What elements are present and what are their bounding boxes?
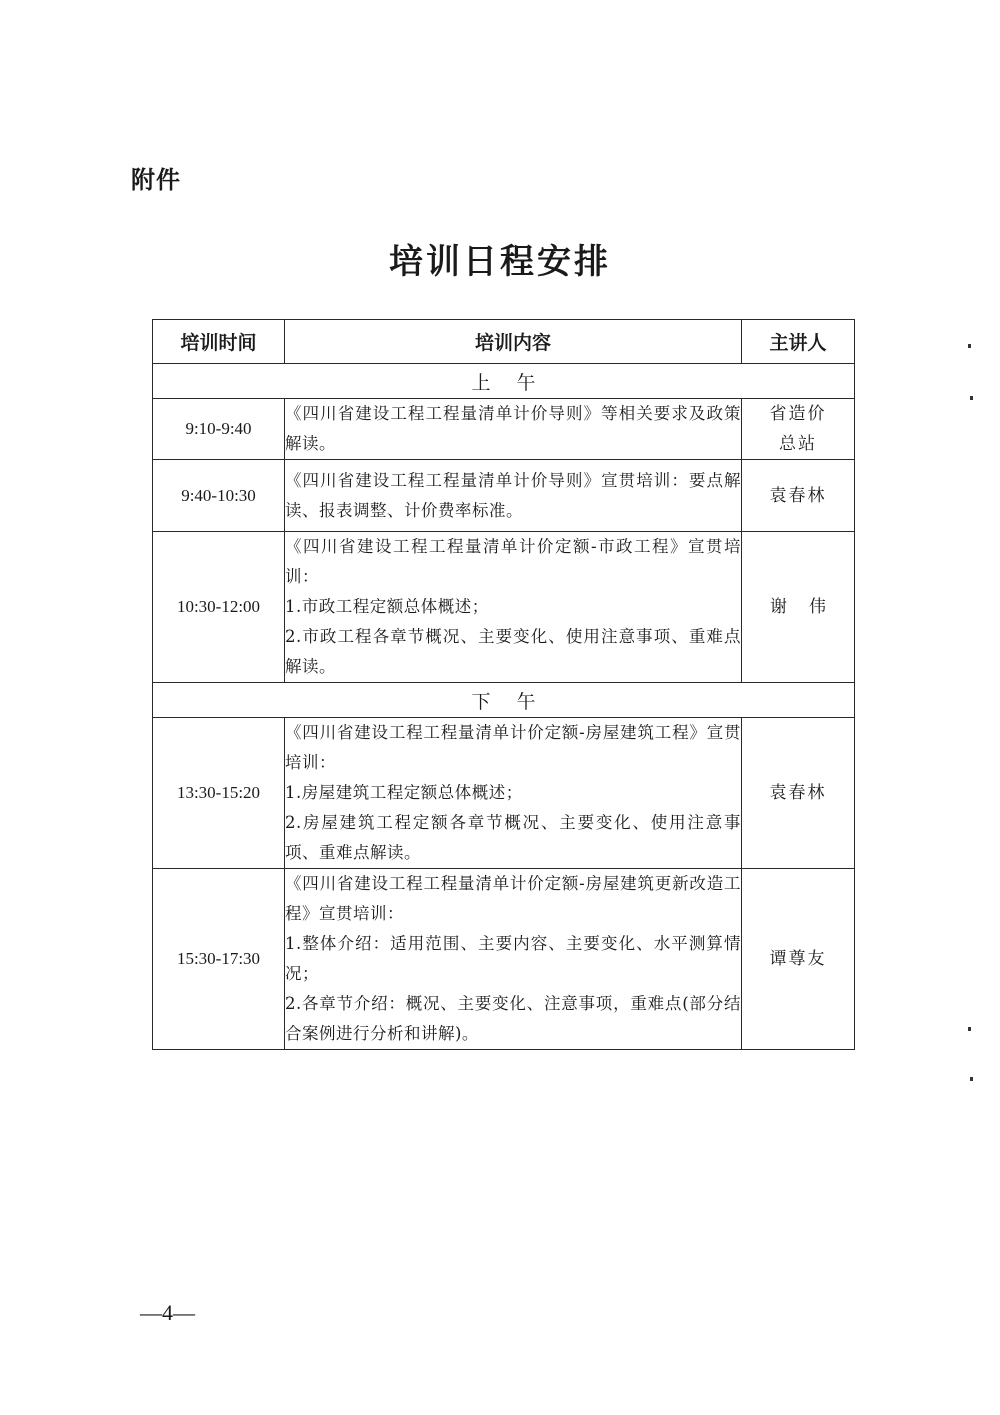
session-speaker	[742, 869, 855, 1050]
session-time: 10:30-12:00	[153, 532, 285, 683]
attachment-label: 附件	[131, 166, 181, 194]
table-row	[153, 460, 855, 532]
session-speaker	[742, 399, 855, 460]
speaker-line: 总站	[779, 434, 817, 454]
page-number: —4—	[140, 1300, 195, 1325]
document-title: 培训日程安排	[389, 242, 611, 282]
header-time: 培训时间	[153, 320, 285, 364]
session-content	[285, 532, 742, 683]
content-line: 《四川省建设工程工程量清单计价定额-房屋建筑更新改造工程》宣贯培训：	[285, 874, 741, 923]
content-line: 1.整体介绍：适用范围、主要内容、主要变化、水平测算情况；	[285, 934, 741, 983]
content-line: 2.房屋建筑工程定额各章节概况、主要变化、使用注意事项、重难点解读。	[285, 813, 741, 862]
content-line: 《四川省建设工程工程量清单计价定额-市政工程》宣贯培训：	[285, 537, 741, 586]
header-speaker: 主讲人	[742, 320, 855, 364]
section-row-afternoon	[153, 683, 855, 718]
session-time: 9:10-9:40	[153, 399, 285, 460]
session-speaker	[742, 532, 855, 683]
content-line: 2.市政工程各章节概况、主要变化、使用注意事项、重难点解读。	[285, 627, 741, 676]
speaker-line: 谢伟	[770, 597, 848, 617]
scan-dot	[970, 1077, 973, 1081]
scan-dot	[968, 1027, 971, 1031]
table-row	[153, 869, 855, 1050]
session-content	[285, 460, 742, 532]
table-row	[153, 718, 855, 869]
schedule-table	[152, 319, 855, 1050]
content-line: 1.房屋建筑工程定额总体概述；	[285, 783, 523, 802]
scan-dot	[968, 344, 971, 348]
content-line: 《四川省建设工程工程量清单计价导则》宣贯培训：要点解读、报表调整、计价费率标准。	[285, 470, 741, 520]
session-time: 13:30-15:20	[153, 718, 285, 869]
scan-dot	[970, 396, 973, 400]
content-line: 2.各章节介绍：概况、主要变化、注意事项，重难点(部分结合案例进行分析和讲解)。	[285, 994, 741, 1043]
table-row	[153, 532, 855, 683]
session-time: 9:40-10:30	[153, 460, 285, 532]
speaker-line: 省造价	[769, 404, 827, 424]
session-content	[285, 399, 742, 460]
session-content	[285, 718, 742, 869]
speaker-line: 谭尊友	[769, 949, 827, 969]
session-content	[285, 869, 742, 1050]
speaker-line: 袁春林	[769, 485, 827, 506]
period-afternoon: 下午	[153, 683, 855, 718]
session-time: 15:30-17:30	[153, 869, 285, 1050]
table-header-row	[153, 320, 855, 364]
session-speaker	[742, 718, 855, 869]
table-row	[153, 399, 855, 460]
content-line: 《四川省建设工程工程量清单计价定额-房屋建筑工程》宣贯培训：	[285, 723, 741, 772]
period-morning: 上午	[153, 364, 855, 399]
content-line: 《四川省建设工程工程量清单计价导则》等相关要求及政策解读。	[285, 404, 741, 453]
speaker-line: 袁春林	[769, 783, 827, 803]
section-row-morning	[153, 364, 855, 399]
content-line: 1.市政工程定额总体概述；	[285, 597, 489, 616]
session-speaker	[742, 460, 855, 532]
header-content: 培训内容	[285, 320, 742, 364]
